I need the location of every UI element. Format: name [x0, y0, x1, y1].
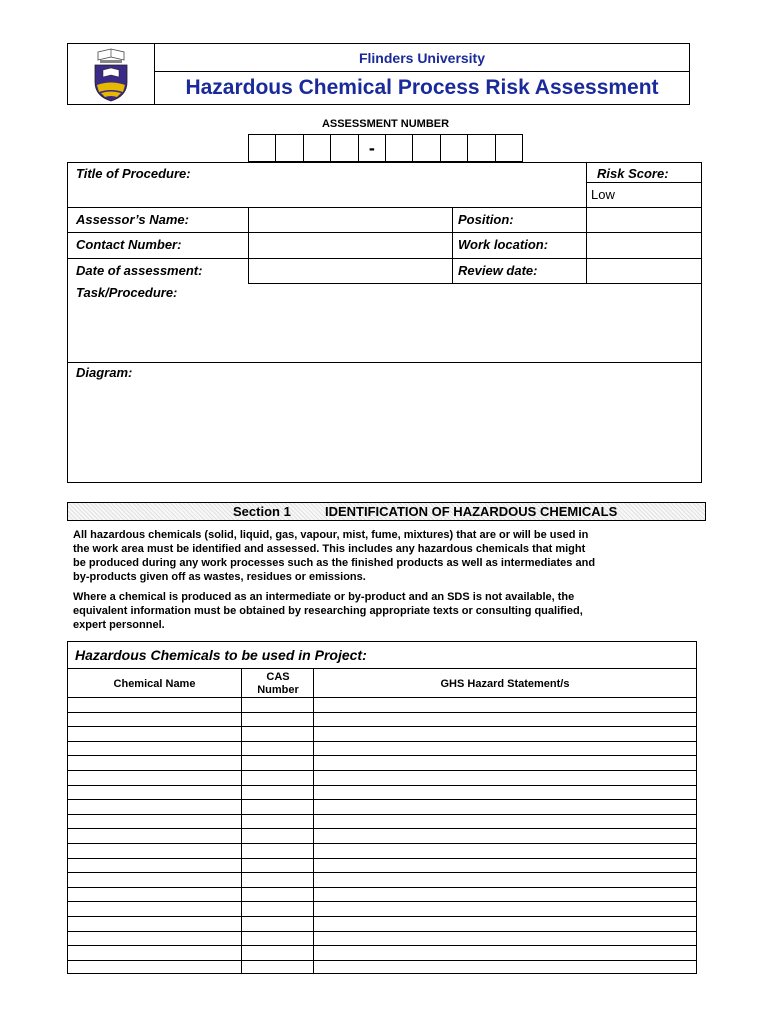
table-row[interactable]: [68, 697, 696, 712]
assessor-name-field[interactable]: [249, 208, 452, 232]
work-location-label: Work location:: [458, 237, 549, 252]
section-number: Section 1: [233, 504, 291, 519]
table-row[interactable]: [68, 726, 696, 741]
divider: [586, 163, 587, 207]
position-field[interactable]: [587, 208, 701, 232]
chemicals-table-body: [68, 697, 696, 973]
table-row[interactable]: [68, 916, 696, 931]
paragraph-line: Where a chemical is produced as an intermediate or by-product and an SDS is not available, the: [73, 591, 575, 603]
table-row[interactable]: [68, 960, 696, 975]
procedure-details-form: [67, 162, 702, 483]
assessment-number-label: ASSESSMENT NUMBER: [321, 118, 450, 130]
paragraph-line: the work area must be identified and assessed. This includes any hazardous chemicals that might: [73, 543, 586, 555]
assessment-digit-box[interactable]: [304, 135, 331, 161]
column-header-ghs-hazard: GHS Hazard Statement/s: [440, 678, 570, 690]
table-row[interactable]: [68, 931, 696, 946]
task-procedure-label: Task/Procedure:: [76, 285, 178, 300]
table-row[interactable]: [68, 872, 696, 887]
divider: [586, 182, 701, 183]
table-row[interactable]: [68, 741, 696, 756]
cas-header-line: Number: [257, 684, 299, 696]
university-name: Flinders University: [155, 44, 689, 72]
document-header: [67, 43, 690, 105]
column-header-cas-number: [242, 671, 314, 697]
work-location-field[interactable]: [587, 233, 701, 258]
assessment-digit-box[interactable]: [468, 135, 495, 161]
table-row[interactable]: [68, 799, 696, 814]
table-row[interactable]: [68, 843, 696, 858]
divider: [248, 283, 701, 284]
section-1-paragraph-2: [73, 590, 698, 632]
assessment-digit-box[interactable]: [249, 135, 276, 161]
cas-header-line: CAS: [266, 671, 290, 683]
contact-number-field[interactable]: [249, 233, 452, 258]
table-row[interactable]: [68, 858, 696, 873]
diagram-area[interactable]: [68, 383, 701, 482]
divider: [452, 207, 453, 284]
section-1-header: [67, 502, 706, 521]
table-row[interactable]: [68, 770, 696, 785]
divider: [68, 668, 696, 669]
contact-number-label: Contact Number:: [76, 237, 182, 252]
assessment-digit-box[interactable]: [441, 135, 468, 161]
table-row[interactable]: [68, 945, 696, 960]
column-divider: [313, 668, 314, 973]
assessment-number-boxes: [248, 134, 523, 162]
section-title: IDENTIFICATION OF HAZARDOUS CHEMICALS: [325, 504, 618, 519]
column-divider: [241, 668, 242, 973]
column-header-chemical-name: Chemical Name: [113, 678, 196, 690]
position-label: Position:: [458, 212, 514, 227]
diagram-label: Diagram:: [76, 365, 133, 380]
title-of-procedure-field[interactable]: [68, 163, 586, 207]
assessment-digit-box[interactable]: [276, 135, 303, 161]
section-1-paragraph-1: [73, 528, 698, 584]
document-title: Hazardous Chemical Process Risk Assessment: [185, 76, 659, 99]
review-date-field[interactable]: [587, 259, 701, 283]
table-row[interactable]: [68, 785, 696, 800]
table-row[interactable]: [68, 755, 696, 770]
risk-score-value[interactable]: Low: [591, 187, 615, 202]
assessor-name-label: Assessor’s Name:: [76, 212, 189, 227]
hazardous-chemicals-table: [67, 641, 697, 974]
paragraph-line: expert personnel.: [73, 619, 165, 631]
assessment-separator: -: [359, 135, 386, 161]
assessment-digit-box[interactable]: [413, 135, 440, 161]
paragraph-line: equivalent information must be obtained by researching appropriate texts or consulting qualified,: [73, 605, 583, 617]
paragraph-line: by-products given off as wastes, residues or emissions.: [73, 571, 366, 583]
table-row[interactable]: [68, 887, 696, 902]
task-procedure-field[interactable]: [68, 303, 701, 361]
table-row[interactable]: [68, 828, 696, 843]
date-of-assessment-label: Date of assessment:: [76, 263, 203, 278]
paragraph-line: be produced during any work processes such as the finished products as well as intermediates and: [73, 557, 596, 569]
assessment-digit-box[interactable]: [386, 135, 413, 161]
title-of-procedure-label: Title of Procedure:: [76, 166, 191, 181]
assessment-digit-box[interactable]: [331, 135, 358, 161]
divider: [248, 207, 249, 284]
risk-score-label: Risk Score:: [597, 166, 669, 181]
logo-cell: [68, 44, 155, 104]
review-date-label: Review date:: [458, 263, 538, 278]
table-row[interactable]: [68, 814, 696, 829]
table-row[interactable]: [68, 712, 696, 727]
divider: [586, 207, 587, 284]
assessment-digit-box[interactable]: [496, 135, 522, 161]
divider: [68, 362, 701, 363]
university-crest-logo: [68, 44, 154, 104]
date-of-assessment-field[interactable]: [249, 259, 452, 283]
chemicals-table-title: Hazardous Chemicals to be used in Project:: [75, 647, 367, 663]
paragraph-line: All hazardous chemicals (solid, liquid, gas, vapour, mist, fume, mixtures) that are or will be used in: [73, 529, 589, 541]
table-row[interactable]: [68, 901, 696, 916]
